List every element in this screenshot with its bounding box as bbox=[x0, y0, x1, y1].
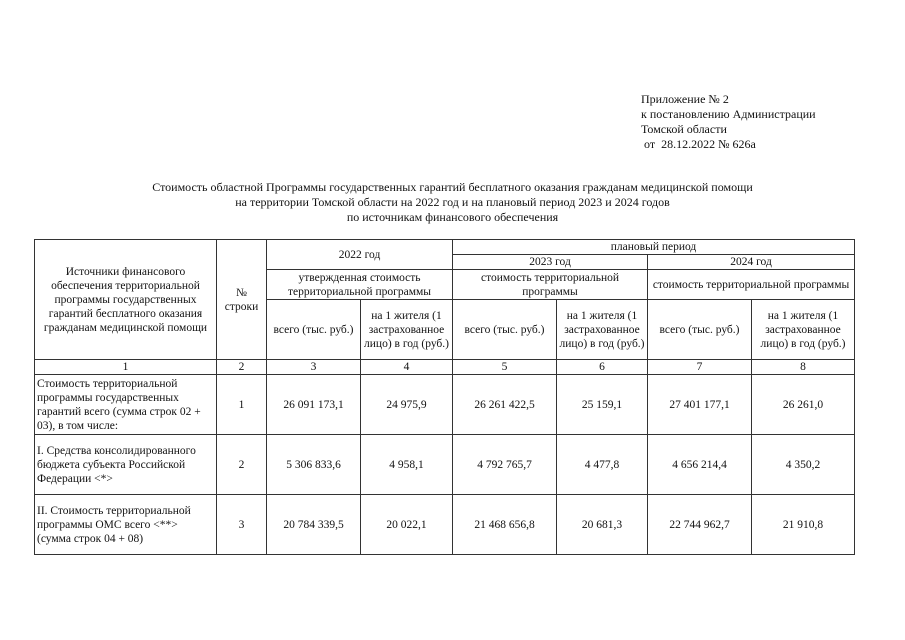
appendix-number: Приложение № 2 bbox=[641, 92, 729, 106]
column-number: 6 bbox=[557, 360, 648, 375]
title-line-1: Стоимость областной Программы государственных гарантий бесплатного оказания гражданам медицинской помощи bbox=[152, 180, 753, 194]
value-2022-per-resident: 4 958,1 bbox=[361, 435, 453, 495]
header-year-2022: 2022 год bbox=[267, 240, 453, 270]
value-2024-per-resident: 21 910,8 bbox=[752, 495, 855, 555]
value-2023-total: 4 792 765,7 bbox=[453, 435, 557, 495]
value-2024-per-resident: 26 261,0 bbox=[752, 375, 855, 435]
header-total-2024: всего (тыс. руб.) bbox=[648, 300, 752, 360]
header-per-resident-2024: на 1 жителя (1 застрахованное лицо) в год (руб.) bbox=[752, 300, 855, 360]
financing-table bbox=[34, 239, 855, 555]
column-number-row bbox=[35, 360, 855, 375]
row-number: 3 bbox=[217, 495, 267, 555]
row-number: 2 bbox=[217, 435, 267, 495]
header-per-resident-2023: на 1 жителя (1 застрахованное лицо) в год (руб.) bbox=[557, 300, 648, 360]
header-program-cost-2023: стоимость территориальной программы bbox=[453, 270, 648, 300]
column-number: 4 bbox=[361, 360, 453, 375]
table-row bbox=[35, 495, 855, 555]
column-number: 2 bbox=[217, 360, 267, 375]
appendix-header bbox=[641, 92, 816, 152]
value-2022-total: 20 784 339,5 bbox=[267, 495, 361, 555]
value-2022-total: 5 306 833,6 bbox=[267, 435, 361, 495]
value-2022-per-resident: 24 975,9 bbox=[361, 375, 453, 435]
row-label: Стоимость территориальной программы государственных гарантий всего (сумма строк 02 + 03), в том числе: bbox=[35, 375, 217, 435]
value-2023-per-resident: 20 681,3 bbox=[557, 495, 648, 555]
value-2023-per-resident: 4 477,8 bbox=[557, 435, 648, 495]
appendix-region: Томской области bbox=[641, 122, 727, 136]
column-number: 1 bbox=[35, 360, 217, 375]
value-2024-per-resident: 4 350,2 bbox=[752, 435, 855, 495]
appendix-resolution: к постановлению Администрации bbox=[641, 107, 816, 121]
title-line-3: по источникам финансового обеспечения bbox=[346, 210, 559, 224]
header-source: Источники финансового обеспечения территориальной программы государственных гарантий бесплатного оказания гражданам медицинской помощи bbox=[35, 240, 217, 360]
row-label: I. Средства консолидированного бюджета субъекта Российской Федерации <*> bbox=[35, 435, 217, 495]
value-2022-per-resident: 20 022,1 bbox=[361, 495, 453, 555]
value-2023-total: 26 261 422,5 bbox=[453, 375, 557, 435]
column-number: 7 bbox=[648, 360, 752, 375]
value-2022-total: 26 091 173,1 bbox=[267, 375, 361, 435]
value-2023-per-resident: 25 159,1 bbox=[557, 375, 648, 435]
header-total-2022: всего (тыс. руб.) bbox=[267, 300, 361, 360]
row-label: II. Стоимость территориальной программы ОМС всего <**> (сумма строк 04 + 08) bbox=[35, 495, 217, 555]
value-2024-total: 4 656 214,4 bbox=[648, 435, 752, 495]
header-year-2024: 2024 год bbox=[648, 255, 855, 270]
value-2024-total: 22 744 962,7 bbox=[648, 495, 752, 555]
header-approved-cost: утвержденная стоимость территориальной программы bbox=[267, 270, 453, 300]
row-number: 1 bbox=[217, 375, 267, 435]
column-number: 3 bbox=[267, 360, 361, 375]
header-year-2023: 2023 год bbox=[453, 255, 648, 270]
column-number: 5 bbox=[453, 360, 557, 375]
header-planned-period: плановый период bbox=[453, 240, 855, 255]
column-number: 8 bbox=[752, 360, 855, 375]
value-2023-total: 21 468 656,8 bbox=[453, 495, 557, 555]
document-title bbox=[30, 180, 875, 225]
header-row-number: № строки bbox=[217, 240, 267, 360]
table-row bbox=[35, 375, 855, 435]
appendix-date: от 28.12.2022 № 626а bbox=[641, 137, 756, 151]
header-total-2023: всего (тыс. руб.) bbox=[453, 300, 557, 360]
table-row bbox=[35, 435, 855, 495]
header-program-cost-2024: стоимость территориальной программы bbox=[648, 270, 855, 300]
value-2024-total: 27 401 177,1 bbox=[648, 375, 752, 435]
header-per-resident-2022: на 1 жителя (1 застрахованное лицо) в год (руб.) bbox=[361, 300, 453, 360]
title-line-2: на территории Томской области на 2022 год и на плановый период 2023 и 2024 годов bbox=[235, 195, 670, 209]
